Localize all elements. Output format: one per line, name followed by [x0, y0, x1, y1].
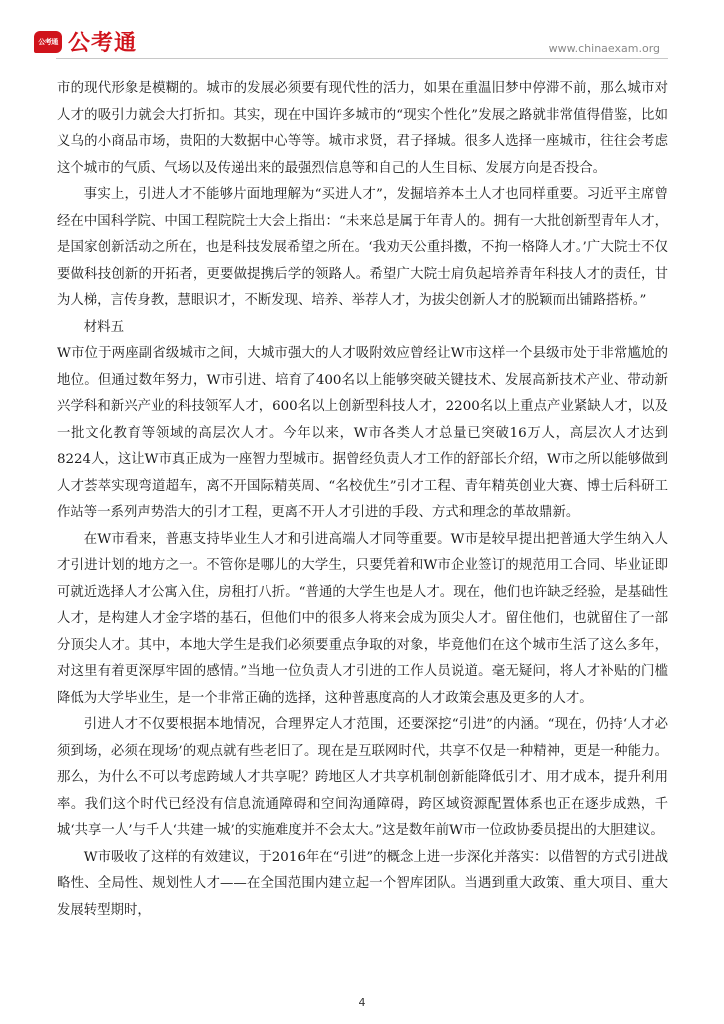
- paragraph-continuation: 市的现代形象是模糊的。城市的发展必须要有现代性的活力，如果在重温旧梦中停滞不前，那么城市对人才的吸引力就会大打折扣。其实，现在中国许多城市的“现实个性化”发展之路就非常值得借鉴，比如义乌的小商品市场，贵阳的大数据中心等等。城市求贤，君子择城。很多人选择一座城市，往往会考虑这个城市的气质、气场以及传递出来的最强烈信息等和自己的人生目标、发展方向是否投合。: [57, 81, 668, 176]
- paragraph: 在W市看来，普惠支持毕业生人才和引进高端人才同等重要。W市是较早提出把普通大学生纳入人才引进计划的地方之一。不管你是哪儿的大学生，只要凭着和W市企业签订的规范用工合同、毕业证即可就近选择人才公寓入住，房租打八折。“普通的大学生也是人才。现在，他们也许缺乏经验，是基础性人才，是构建人才金字塔的基石，但他们中的很多人将来会成为顶尖人才。留住他们，也就留住了一部分顶尖人才。其中，本地大学生是我们必须要重点争取的对象，毕竟他们在这个城市生活了这么多年，对这里有着更深厚牢固的感情。”当地一位负责人才引进的工作人员说道。毫无疑问，将人才补贴的门槛降低为大学毕业生，是一个非常正确的选择，这种普惠度高的人才政策会惠及更多的人才。: [57, 531, 668, 706]
- paragraph: W市吸收了这样的有效建议，于2016年在“引进”的概念上进一步深化并落实：以借智的方式引进战略性、全局性、规划性人才——在全国范围内建立起一个智库团队。当遇到重大政策、重大项目、重大发展转型期时，: [57, 849, 668, 918]
- site-url[interactable]: www.chinaexam.org: [548, 42, 660, 55]
- logo-badge-icon: 公考通: [34, 31, 62, 53]
- section-heading-material-5: 材料五: [83, 319, 124, 335]
- logo-text: 公考通: [68, 31, 138, 56]
- logo[interactable]: [34, 26, 137, 57]
- header-divider: [56, 58, 668, 59]
- paragraph: 事实上，引进人才不能够片面地理解为“买进人才”，发掘培养本土人才也同样重要。习近平主席曾经在中国科学院、中国工程院院士大会上指出：“未来总是属于年青人的。拥有一大批创新型青年人才，是国家创新活动之所在，也是科技发展希望之所在。‘我劝天公重抖擞，不拘一格降人才。’广大院士不仅要做科技创新的开拓者，更要做提携后学的领路人。希望广大院士肩负起培养青年科技人才的责任，甘为人梯，言传身教，慧眼识才，不断发现、培养、举荐人才，为拔尖创新人才的脱颖而出铺路搭桥。”: [57, 187, 668, 308]
- page-number: 4: [358, 996, 366, 1009]
- paragraph: 引进人才不仅要根据本地情况，合理界定人才范围，还要深挖“引进”的内涵。“现在，仍持‘人才必须到场，必须在现场’的观点就有些老旧了。现在是互联网时代，共享不仅是一种精神，更是一种能力。那么，为什么不可以考虑跨域人才共享呢？跨地区人才共享机制创新能降低引才、用才成本，提升利用率。我们这个时代已经没有信息流通障碍和空间沟通障碍，跨区域资源配置体系也正在逐步成熟，千城‘共享一人’与千人‘共建一城’的实施难度并不会太大。”这是数年前W市一位政协委员提出的大胆建议。: [57, 717, 668, 838]
- paragraph: W市位于两座副省级城市之间，大城市强大的人才吸附效应曾经让W市这样一个县级市处于非常尴尬的地位。但通过数年努力，W市引进、培育了400名以上能够突破关键技术、发展高新技术产业、带动新兴学科和新兴产业的科技领军人才，600名以上创新型科技人才，2200名以上重点产业紧缺人才，以及一批文化教育等领域的高层次人才。今年以来，W市各类人才总量已突破16万人，高层次人才达到8224人，这让W市真正成为一座智力型城市。据曾经负责人才工作的舒部长介绍，W市之所以能够做到人才荟萃实现弯道超车，离不开国际精英周、“名校优生”引才工程、青年精英创业大赛、博士后科研工作站等一系列声势浩大的引才工程，更离不开人才引进的手段、方式和理念的革故鼎新。: [57, 346, 668, 520]
- document-body: [57, 76, 668, 924]
- page-header: [0, 0, 724, 62]
